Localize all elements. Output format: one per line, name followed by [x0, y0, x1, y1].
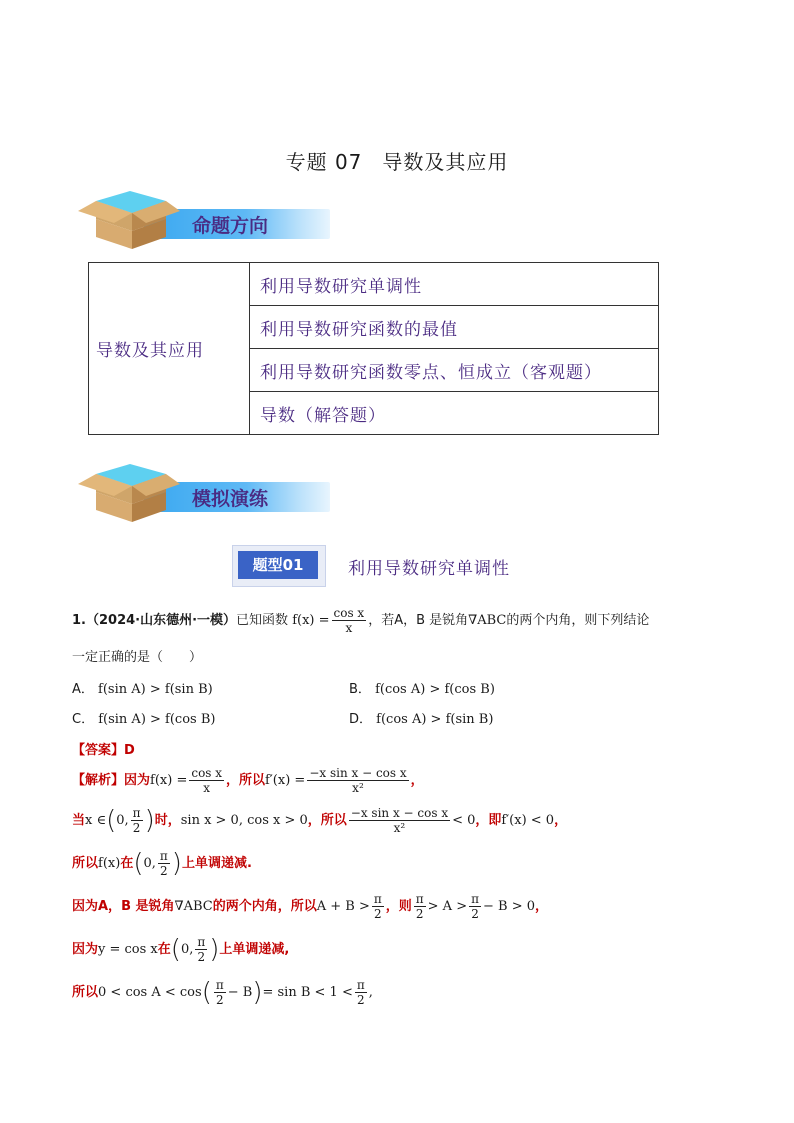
answer-line — [72, 739, 135, 758]
question-text: B 是锐角 — [416, 613, 469, 628]
option-expr: f(sin A) > f(cos B) — [98, 712, 216, 727]
option-label: A． — [72, 682, 94, 697]
analysis-math: < 0 — [452, 813, 476, 828]
analysis-math: − B > 0 — [483, 899, 536, 914]
type-badge — [232, 545, 326, 587]
analysis-fraction — [355, 978, 367, 1007]
topic-row: 利用导数研究单调性 — [250, 263, 659, 306]
analysis-line-3 — [72, 849, 252, 878]
right-paren: ) — [252, 977, 263, 1008]
fraction-denominator: 2 — [471, 907, 479, 921]
fraction-denominator: 2 — [160, 864, 168, 878]
analysis-text: 所以 — [72, 856, 99, 871]
analysis-math: 0, — [180, 942, 194, 957]
analysis-math: − B — [227, 985, 253, 1000]
fraction-numerator: π — [471, 892, 479, 906]
left-paren: ( — [201, 977, 212, 1008]
analysis-fraction — [158, 849, 170, 878]
title-number: 专题 07 — [285, 150, 363, 174]
analysis-text: ， — [535, 899, 549, 914]
right-paren: ) — [209, 934, 220, 965]
analysis-text: ，所以 — [307, 813, 347, 828]
analysis-text: ，则 — [385, 899, 412, 914]
fraction-denominator: 2 — [373, 907, 382, 921]
fraction-denominator: 2 — [215, 993, 224, 1007]
analysis-text: ，所以 — [226, 773, 266, 788]
fraction-denominator: x² — [352, 781, 364, 795]
question-func-fraction — [332, 606, 367, 635]
analysis-fraction — [214, 978, 226, 1007]
fraction-numerator: π — [159, 849, 168, 863]
analysis-fraction — [195, 935, 207, 964]
analysis-label: 【解析】 — [72, 773, 125, 788]
banner-label: 命题方向 — [192, 215, 269, 237]
option-label: D． — [349, 712, 373, 727]
question-source: （2024·山东德州·一模） — [85, 613, 237, 628]
analysis-text: ，即 — [475, 813, 502, 828]
right-paren: ) — [144, 805, 155, 836]
analysis-fraction — [349, 806, 450, 835]
analysis-math: y = cos x — [98, 942, 158, 957]
analysis-text: 所以 — [72, 985, 99, 1000]
fraction-denominator: 2 — [415, 907, 424, 921]
option-expr: f(cos A) > f(sin B) — [376, 712, 494, 727]
analysis-math: 0, — [116, 813, 129, 828]
topic-row: 利用导数研究函数零点、恒成立（客观题） — [250, 349, 659, 392]
analysis-math: sin x > 0, cos x > 0 — [180, 813, 308, 828]
fraction-denominator: 2 — [356, 993, 365, 1007]
answer-value: D — [124, 743, 135, 758]
box-icon — [74, 187, 184, 253]
topic-row: 利用导数研究函数的最值 — [250, 306, 659, 349]
option-b[interactable] — [349, 678, 495, 697]
fraction-numerator: −x sin x − cos x — [350, 806, 449, 820]
option-expr: f(sin A) > f(sin B) — [98, 682, 213, 697]
analysis-text: 因为 — [72, 942, 99, 957]
analysis-math: = sin B < 1 < — [262, 985, 353, 1000]
analysis-math: f′(x) < 0 — [501, 813, 555, 828]
analysis-text: ， — [554, 813, 568, 828]
banner-direction — [74, 187, 334, 257]
option-d[interactable] — [349, 708, 493, 727]
analysis-line-6 — [72, 978, 373, 1007]
option-a[interactable] — [72, 678, 213, 697]
analysis-fraction — [307, 766, 408, 795]
type-title: 利用导数研究单调性 — [348, 559, 510, 579]
left-paren: ( — [133, 848, 144, 879]
fraction-numerator: −x sin x − cos x — [309, 766, 407, 780]
topics-left-cell: 导数及其应用 — [89, 263, 250, 435]
fraction-numerator: π — [197, 935, 206, 949]
answer-label: 【答案】 — [72, 743, 125, 758]
analysis-fraction — [189, 766, 224, 795]
option-label: C． — [72, 712, 95, 727]
analysis-line-5 — [72, 935, 289, 964]
analysis-math: ∇ABC — [174, 899, 213, 914]
banner-practice — [74, 460, 334, 530]
analysis-text: 上单调递减. — [181, 856, 252, 871]
analysis-text: 当 — [72, 813, 86, 828]
option-label: B． — [349, 682, 371, 697]
question-text: ，若A， — [368, 613, 417, 628]
fraction-numerator: π — [356, 978, 365, 992]
question-line-2: 一定正确的是（ ） — [72, 650, 203, 665]
right-paren: ) — [171, 848, 182, 879]
analysis-fraction — [131, 806, 143, 835]
analysis-line-2 — [72, 806, 567, 835]
analysis-math: A + B > — [316, 899, 370, 914]
analysis-text: ， — [410, 773, 424, 788]
analysis-text: 因为 — [124, 773, 151, 788]
left-paren: ( — [106, 805, 117, 836]
question-number: 1. — [72, 613, 86, 628]
analysis-text: 在 — [120, 856, 134, 871]
fraction-numerator: π — [215, 978, 224, 992]
fraction-numerator: π — [373, 892, 382, 906]
banner-label: 模拟演练 — [192, 488, 269, 510]
title-topic: 导数及其应用 — [382, 150, 509, 174]
analysis-math: , — [368, 985, 373, 1000]
option-expr: f(cos A) > f(cos B) — [375, 682, 495, 697]
analysis-text: B 是锐角 — [121, 899, 175, 914]
fraction-numerator: π — [132, 806, 141, 820]
question-line-1 — [72, 606, 649, 635]
analysis-math: > A > — [427, 899, 468, 914]
left-paren: ( — [170, 934, 181, 965]
page-title — [0, 146, 794, 175]
analysis-text: 在 — [157, 942, 171, 957]
analysis-math: f′(x) = — [265, 773, 306, 788]
analysis-text: 的两个内角，所以 — [212, 899, 317, 914]
fraction-numerator: cos x — [191, 766, 223, 780]
question-text: 的两个内角，则下列结论 — [506, 613, 650, 628]
topics-table — [88, 262, 659, 435]
type-badge-label: 题型01 — [238, 551, 318, 579]
analysis-line-4 — [72, 892, 548, 921]
analysis-math: 0 < cos A < cos — [98, 985, 202, 1000]
fraction-numerator: cos x — [333, 606, 365, 620]
fraction-denominator: 2 — [197, 950, 206, 964]
analysis-fraction — [414, 892, 426, 921]
box-icon — [74, 460, 184, 526]
topic-row: 导数（解答题） — [250, 392, 659, 435]
fraction-denominator: x — [345, 621, 353, 635]
analysis-math: f(x) = — [150, 773, 188, 788]
analysis-math: f(x) — [98, 856, 121, 871]
fraction-denominator: x — [203, 781, 211, 795]
question-func-lhs: f(x) = — [292, 613, 330, 628]
option-c[interactable] — [72, 708, 215, 727]
fraction-numerator: π — [415, 892, 424, 906]
fraction-denominator: x² — [393, 821, 406, 835]
analysis-text: 上单调递减, — [219, 942, 290, 957]
analysis-math: 0, — [143, 856, 156, 871]
analysis-line-1 — [72, 766, 424, 795]
question-lead: 已知函数 — [236, 613, 289, 628]
question-triangle: ∇ABC — [468, 613, 507, 628]
analysis-text: 因为A， — [72, 899, 122, 914]
analysis-text: 时， — [154, 813, 181, 828]
analysis-fraction — [469, 892, 481, 921]
analysis-fraction — [372, 892, 384, 921]
analysis-math: x ∈ — [85, 813, 107, 828]
fraction-denominator: 2 — [132, 821, 141, 835]
